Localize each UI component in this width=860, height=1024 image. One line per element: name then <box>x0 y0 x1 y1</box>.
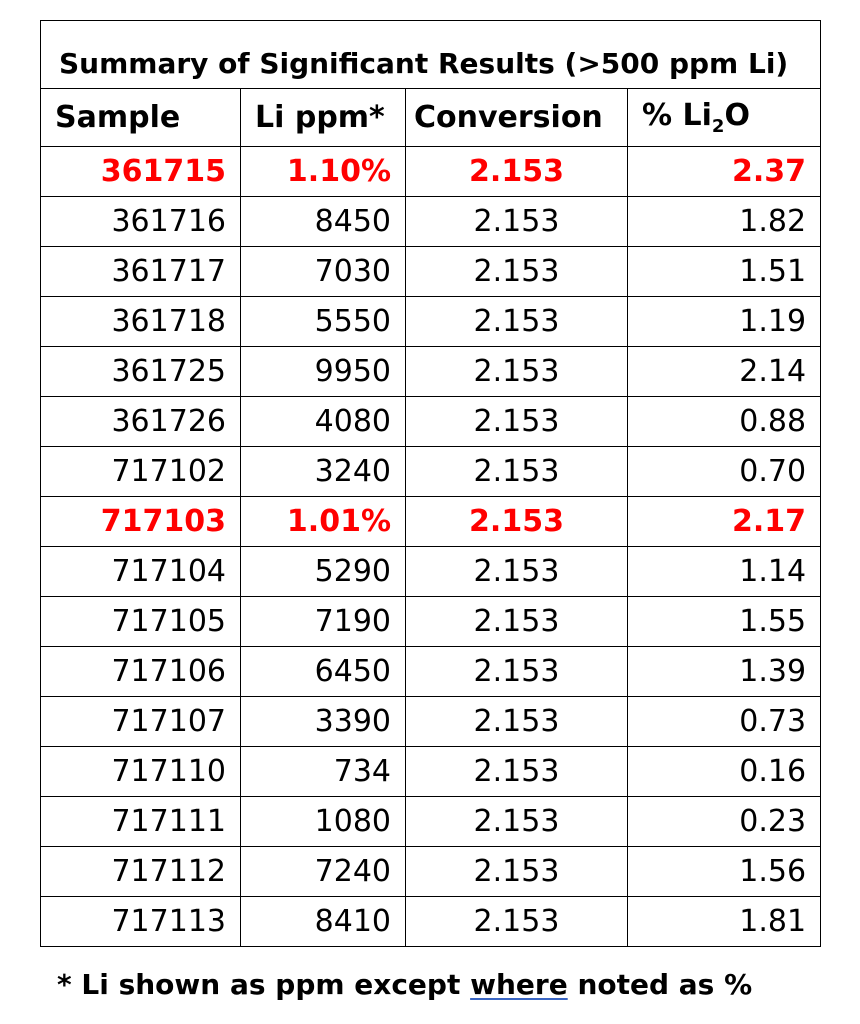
cell-li-ppm: 8410 <box>241 897 406 947</box>
cell-conversion: 2.153 <box>406 497 628 547</box>
cell-li-ppm: 734 <box>241 747 406 797</box>
cell-pct-li2o: 0.70 <box>628 447 821 497</box>
cell-pct-li2o: 0.88 <box>628 397 821 447</box>
cell-pct-li2o: 1.55 <box>628 597 821 647</box>
cell-sample: 361725 <box>41 347 241 397</box>
cell-li-ppm: 5550 <box>241 297 406 347</box>
cell-li-ppm: 6450 <box>241 647 406 697</box>
cell-pct-li2o: 1.81 <box>628 897 821 947</box>
cell-li-ppm: 7240 <box>241 847 406 897</box>
cell-pct-li2o: 0.73 <box>628 697 821 747</box>
table-row <box>41 847 821 897</box>
cell-li-ppm: 5290 <box>241 547 406 597</box>
cell-sample: 717110 <box>41 747 241 797</box>
table-row <box>41 347 821 397</box>
table-row <box>41 147 821 197</box>
table-row <box>41 647 821 697</box>
table-row <box>41 697 821 747</box>
cell-conversion: 2.153 <box>406 747 628 797</box>
cell-conversion: 2.153 <box>406 347 628 397</box>
table-row <box>41 247 821 297</box>
cell-li-ppm: 7190 <box>241 597 406 647</box>
cell-conversion: 2.153 <box>406 197 628 247</box>
cell-pct-li2o: 2.37 <box>628 147 821 197</box>
cell-conversion: 2.153 <box>406 447 628 497</box>
cell-conversion: 2.153 <box>406 547 628 597</box>
cell-conversion: 2.153 <box>406 647 628 697</box>
results-table-body <box>41 21 821 947</box>
cell-pct-li2o: 1.19 <box>628 297 821 347</box>
table-row <box>41 797 821 847</box>
header-li-ppm: Li ppm* <box>241 89 406 147</box>
cell-sample: 717102 <box>41 447 241 497</box>
cell-sample: 717104 <box>41 547 241 597</box>
cell-sample: 361717 <box>41 247 241 297</box>
cell-pct-li2o: 2.14 <box>628 347 821 397</box>
footnote-underlined-word: where <box>470 968 568 1001</box>
table-row <box>41 597 821 647</box>
cell-li-ppm: 9950 <box>241 347 406 397</box>
cell-pct-li2o: 0.16 <box>628 747 821 797</box>
header-conversion: Conversion <box>406 89 628 147</box>
table-row <box>41 747 821 797</box>
cell-conversion: 2.153 <box>406 397 628 447</box>
cell-pct-li2o: 1.56 <box>628 847 821 897</box>
header-pct-subscript: 2 <box>711 116 725 137</box>
cell-pct-li2o: 1.14 <box>628 547 821 597</box>
cell-pct-li2o: 1.82 <box>628 197 821 247</box>
table-row <box>41 297 821 347</box>
cell-sample: 361726 <box>41 397 241 447</box>
cell-li-ppm: 1.10% <box>241 147 406 197</box>
table-row <box>41 497 821 547</box>
cell-pct-li2o: 1.39 <box>628 647 821 697</box>
cell-sample: 717111 <box>41 797 241 847</box>
cell-conversion: 2.153 <box>406 247 628 297</box>
table-title: Summary of Significant Results (>500 ppm Li) <box>41 21 821 89</box>
cell-sample: 717107 <box>41 697 241 747</box>
cell-sample: 717113 <box>41 897 241 947</box>
cell-sample: 361718 <box>41 297 241 347</box>
header-pct-prefix: % Li <box>642 98 712 133</box>
cell-conversion: 2.153 <box>406 847 628 897</box>
cell-li-ppm: 1080 <box>241 797 406 847</box>
cell-li-ppm: 4080 <box>241 397 406 447</box>
header-sample: Sample <box>41 89 241 147</box>
cell-li-ppm: 1.01% <box>241 497 406 547</box>
cell-sample: 717103 <box>41 497 241 547</box>
footnote-text-start: * Li shown as ppm except <box>57 968 471 1001</box>
table-row <box>41 397 821 447</box>
header-pct-suffix: O <box>724 98 750 133</box>
cell-pct-li2o: 0.23 <box>628 797 821 847</box>
cell-conversion: 2.153 <box>406 147 628 197</box>
results-table <box>40 20 821 947</box>
table-row <box>41 197 821 247</box>
table-header-row <box>41 89 821 147</box>
cell-conversion: 2.153 <box>406 797 628 847</box>
cell-sample: 361716 <box>41 197 241 247</box>
cell-sample: 717105 <box>41 597 241 647</box>
cell-conversion: 2.153 <box>406 297 628 347</box>
cell-li-ppm: 8450 <box>241 197 406 247</box>
table-row <box>41 897 821 947</box>
cell-conversion: 2.153 <box>406 897 628 947</box>
cell-pct-li2o: 1.51 <box>628 247 821 297</box>
table-row <box>41 447 821 497</box>
cell-conversion: 2.153 <box>406 597 628 647</box>
header-pct-li2o <box>628 89 821 147</box>
cell-sample: 717112 <box>41 847 241 897</box>
table-title-row <box>41 21 821 89</box>
cell-conversion: 2.153 <box>406 697 628 747</box>
footnote-text-end: noted as % <box>567 968 753 1001</box>
cell-pct-li2o: 2.17 <box>628 497 821 547</box>
cell-sample: 717106 <box>41 647 241 697</box>
cell-sample: 361715 <box>41 147 241 197</box>
table-row <box>41 547 821 597</box>
cell-li-ppm: 3240 <box>241 447 406 497</box>
cell-li-ppm: 3390 <box>241 697 406 747</box>
cell-li-ppm: 7030 <box>241 247 406 297</box>
footnote <box>57 968 752 1001</box>
